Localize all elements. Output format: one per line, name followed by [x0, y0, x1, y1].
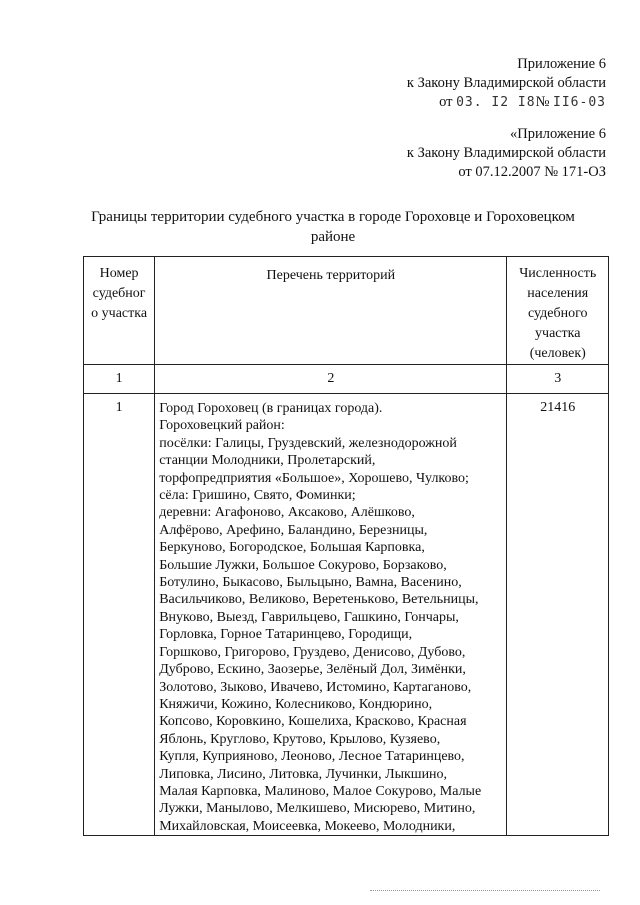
page-bottom-mark	[370, 890, 600, 891]
population-value: 21416	[540, 400, 576, 415]
table-row	[84, 394, 609, 836]
header-population-line: Численность	[519, 266, 597, 281]
territory-line: Княжичи, Кожино, Колесниково, Кондюрино,	[159, 696, 433, 712]
territory-line: деревни: Агафоново, Аксаково, Алёшково,	[159, 505, 415, 521]
header-population-line: участка	[535, 326, 581, 341]
column-number-1: 1	[84, 365, 155, 394]
population-cell	[507, 394, 609, 836]
header-number-line: Номер	[99, 266, 139, 281]
territory-line: Горшково, Григорово, Груздево, Денисово, Дубово,	[159, 644, 466, 660]
header-law-reference: к Закону Владимирской области	[406, 75, 606, 91]
header-number-line: о участка	[91, 306, 148, 321]
district-number: 1	[115, 400, 123, 415]
territory-line: Малая Карповка, Малиново, Малое Сокурово, Малые	[159, 783, 482, 799]
territory-line: посёлки: Галицы, Груздевский, железнодорожной	[159, 435, 457, 451]
header-cell-number	[84, 257, 155, 365]
territory-line: станции Молодники, Пролетарский,	[159, 453, 376, 469]
territories-list	[155, 394, 506, 835]
territory-line: торфопредприятия «Большое», Хорошево, Чулково;	[159, 470, 469, 486]
header-date-prefix: от	[439, 94, 453, 110]
territory-line: Беркуново, Богородское, Большая Карповка,	[159, 540, 425, 556]
appendix-header-original	[407, 125, 606, 182]
territory-line: Большие Лужки, Большое Сокурово, Борзаково,	[159, 557, 447, 573]
territory-line: Васильчиково, Великово, Веретенькoво, Ветельницы,	[159, 592, 479, 608]
territories-table	[83, 256, 609, 836]
territory-line: Яблонь, Круглово, Крутово, Крылово, Кузяево,	[159, 731, 441, 747]
territory-line: Город Гороховец (в границах города).	[159, 401, 383, 416]
column-number-2: 2	[155, 365, 507, 394]
header-territories-label: Перечень территорий	[266, 268, 396, 283]
territory-line: Купля, Куприяново, Леоново, Лесное Татаринцево,	[159, 749, 465, 765]
handwritten-law-number: II6-03	[553, 95, 606, 110]
header-population-line: судебного	[527, 306, 588, 321]
territory-line: Михайловская, Моисеевка, Мокеево, Молодники,	[159, 818, 456, 834]
title-line-1: Границы территории судебного участка в городе Гороховце и Гороховецком	[91, 209, 575, 225]
title-line-2: районе	[310, 229, 356, 245]
territory-line: Гороховецкий район:	[159, 418, 285, 434]
table-header-row	[84, 257, 609, 365]
header-cell-population	[507, 257, 609, 365]
territory-line: сёла: Гришино, Свято, Фоминки;	[159, 488, 356, 504]
territory-line: Ботулино, Быкасово, Быльцыно, Вамна, Васенино,	[159, 575, 462, 591]
column-number-row	[84, 365, 609, 394]
header-cell-territories	[155, 257, 507, 365]
header-law-date-number	[407, 93, 606, 112]
territory-line: Горловка, Горное Татаринцево, Городищи,	[159, 627, 413, 643]
original-law-reference: к Закону Владимирской области	[406, 145, 606, 161]
header-population-line: населения	[527, 286, 589, 301]
territory-line: Внуково, Выезд, Гаврильцево, Гашкино, Гончары,	[159, 609, 459, 625]
header-appendix-title: Приложение 6	[517, 56, 606, 72]
handwritten-date: 03. I2 I8	[456, 95, 536, 110]
territory-line: Копсово, Коровкино, Кошелиха, Красково, Красная	[159, 714, 467, 730]
document-title	[60, 207, 606, 247]
territory-line: Алфёрово, Арефино, Баландино, Березницы,	[159, 522, 428, 538]
appendix-header-new	[407, 55, 606, 112]
column-number-3: 3	[507, 365, 609, 394]
number-sign: №	[535, 94, 550, 110]
original-law-date-number: от 07.12.2007 № 171-ОЗ	[458, 164, 606, 180]
territory-line: Лужки, Манылово, Мелкишево, Мисюрево, Митино,	[159, 801, 476, 817]
district-number-cell	[84, 394, 155, 836]
territory-line: Липовка, Лисино, Литовка, Лучинки, Лыкшино,	[159, 766, 448, 782]
territory-line: Золотово, Зыково, Ивачево, Истомино, Картаганово,	[159, 679, 472, 695]
header-population-line: (человек)	[529, 346, 586, 361]
territories-cell	[155, 394, 507, 836]
original-appendix-title: «Приложение 6	[510, 126, 606, 142]
territory-line: Дуброво, Ескино, Заозерье, Зелёный Дол, Зимёнки,	[159, 662, 466, 678]
header-number-line: судебног	[92, 286, 146, 301]
